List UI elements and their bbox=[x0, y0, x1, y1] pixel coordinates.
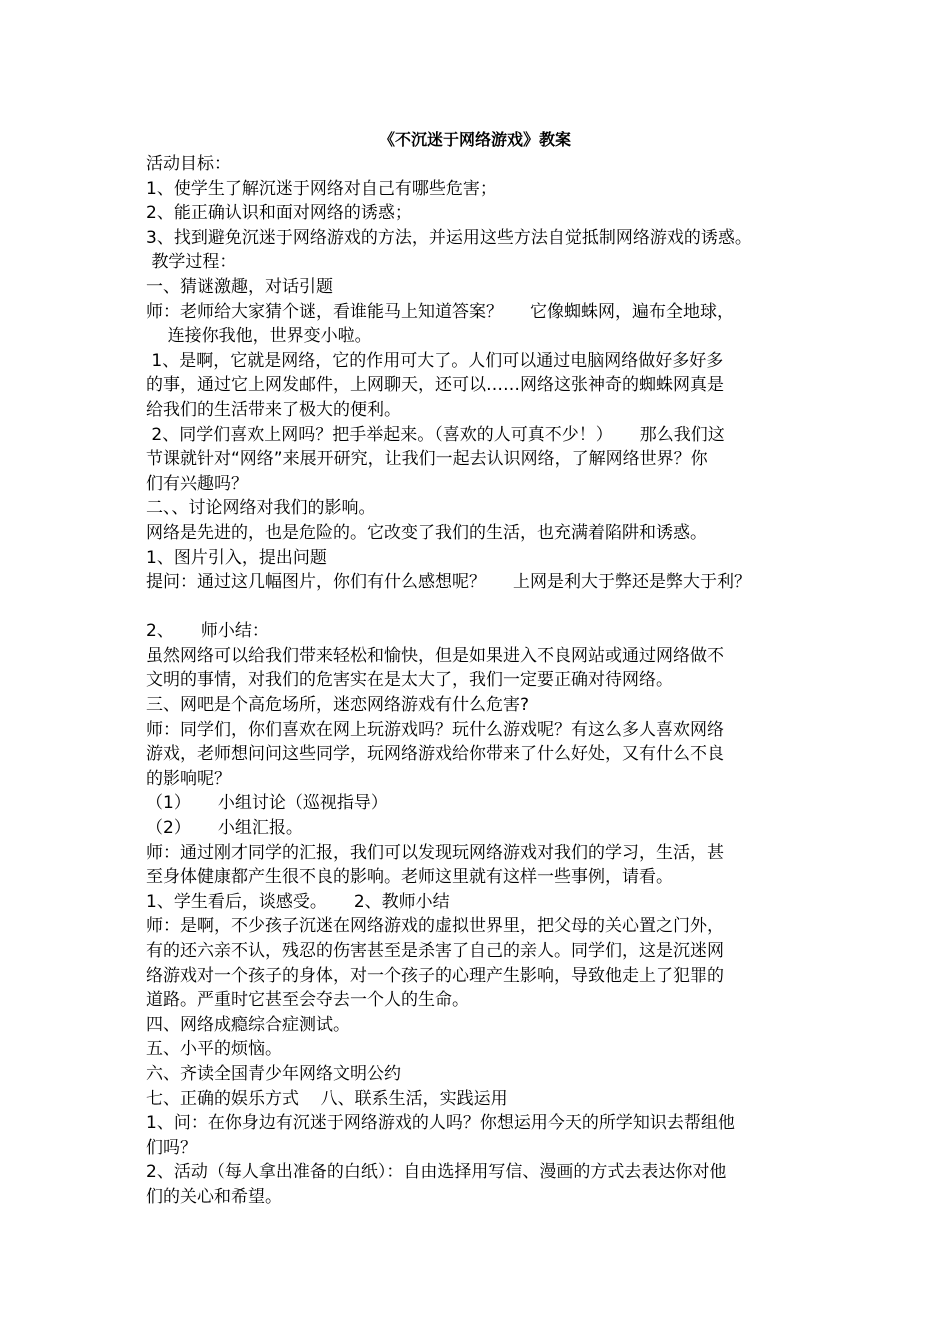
text-line: 们吗？ bbox=[146, 1137, 197, 1158]
text-line: 师：同学们，你们喜欢在网上玩游戏吗？玩什么游戏呢？有这么多人喜欢网络 bbox=[146, 719, 724, 740]
text-line: 的事，通过它上网发邮件，上网聊天，还可以……网络这张神奇的蜘蛛网真是 bbox=[146, 375, 724, 396]
text-line: 有的还六亲不认，残忍的伤害甚至是杀害了自己的亲人。同学们，这是沉迷网 bbox=[146, 941, 724, 961]
text-line: 给我们的生活带来了极大的便利。 bbox=[146, 399, 401, 420]
text-line: 活动目标： bbox=[146, 154, 231, 174]
text-line: 文明的事情，对我们的危害实在是太大了，我们一定要正确对待网络。 bbox=[146, 670, 673, 691]
text-line: 七、正确的娱乐方式 八、联系生活，实践运用 bbox=[146, 1088, 508, 1109]
text-line: 游戏，老师想问问这些同学，玩网络游戏给你带来了什么好处，又有什么不良 bbox=[146, 744, 724, 765]
text-line: 道路。严重时它甚至会夺去一个人的生命。 bbox=[146, 990, 469, 1011]
text-line: （1） 小组讨论（巡视指导） bbox=[146, 793, 388, 814]
text-line: 2、能正确认识和面对网络的诱惑； bbox=[146, 203, 412, 224]
text-line: 1、学生看后，谈感受。 2、教师小结 bbox=[146, 891, 450, 912]
text-line: 一、猜谜激趣，对话引题 bbox=[146, 276, 333, 297]
document-body bbox=[146, 152, 836, 1210]
text-line: 提问：通过这几幅图片，你们有什么感想呢？ 上网是利大于弊还是弊大于利？ bbox=[146, 572, 752, 593]
text-line: 3、找到避免沉迷于网络游戏的方法，并运用这些方法自觉抵制网络游戏的诱惑。 bbox=[146, 227, 752, 248]
text-line: 师：是啊，不少孩子沉迷在网络游戏的虚拟世界里，把父母的关心置之门外， bbox=[146, 916, 724, 937]
text-line: 节课就针对“网络”来展开研究，让我们一起去认识网络，了解网络世界？你 bbox=[146, 449, 708, 470]
text-line: 教学过程： bbox=[146, 252, 237, 273]
text-line: 1、问：在你身边有沉迷于网络游戏的人吗？你想运用今天的所学知识去帮组他 bbox=[146, 1113, 735, 1134]
text-line: 师：老师给大家猜个谜，看谁能马上知道答案？ 它像蜘蛛网，遍布全地球， bbox=[146, 301, 735, 322]
text-line: 1、是啊，它就是网络，它的作用可大了。人们可以通过电脑网络做好多好多 bbox=[146, 350, 724, 371]
text-line: 五、小平的烦恼。 bbox=[146, 1039, 282, 1060]
text-line: 1、图片引入，提出问题 bbox=[146, 547, 327, 568]
text-line: 二、、讨论网络对我们的影响。 bbox=[146, 498, 376, 519]
text-line: 至身体健康都产生很不良的影响。老师这里就有这样一些事例，请看。 bbox=[146, 867, 673, 888]
text-line: 虽然网络可以给我们带来轻松和愉快，但是如果进入不良网站或通过网络做不 bbox=[146, 645, 724, 666]
text-line: 的影响呢？ bbox=[146, 768, 231, 789]
text-line: 网络是先进的，也是危险的。它改变了我们的生活，也充满着陷阱和诱惑。 bbox=[146, 522, 707, 543]
text-line: 三、网吧是个高危场所，迷恋网络游戏有什么危害? bbox=[146, 695, 530, 716]
blank-line bbox=[146, 595, 836, 620]
text-line: 2、 师小结： bbox=[146, 621, 269, 642]
text-line: 络游戏对一个孩子的身体，对一个孩子的心理产生影响，导致他走上了犯罪的 bbox=[146, 965, 724, 986]
text-line: 们有兴趣吗？ bbox=[146, 473, 248, 494]
text-line: 连接你我他，世界变小啦。 bbox=[146, 326, 372, 347]
text-line: 六、齐读全国青少年网络文明公约 bbox=[146, 1063, 401, 1084]
page-title: 《不沉迷于网络游戏》教案 bbox=[378, 130, 571, 149]
text-line: 2、同学们喜欢上网吗？把手举起来。（喜欢的人可真不少！） 那么我们这 bbox=[146, 424, 725, 445]
text-line: 们的关心和希望。 bbox=[146, 1186, 282, 1207]
text-line: 四、网络成瘾综合症测试。 bbox=[146, 1014, 350, 1035]
text-line: 师：通过刚才同学的汇报，我们可以发现玩网络游戏对我们的学习，生活，甚 bbox=[146, 842, 724, 863]
text-line: 2、活动（每人拿出准备的白纸）：自由选择用写信、漫画的方式去表达你对他 bbox=[146, 1162, 727, 1183]
text-line: （2） 小组汇报。 bbox=[146, 818, 303, 839]
text-line: 1、使学生了解沉迷于网络对自己有哪些危害； bbox=[146, 178, 497, 199]
